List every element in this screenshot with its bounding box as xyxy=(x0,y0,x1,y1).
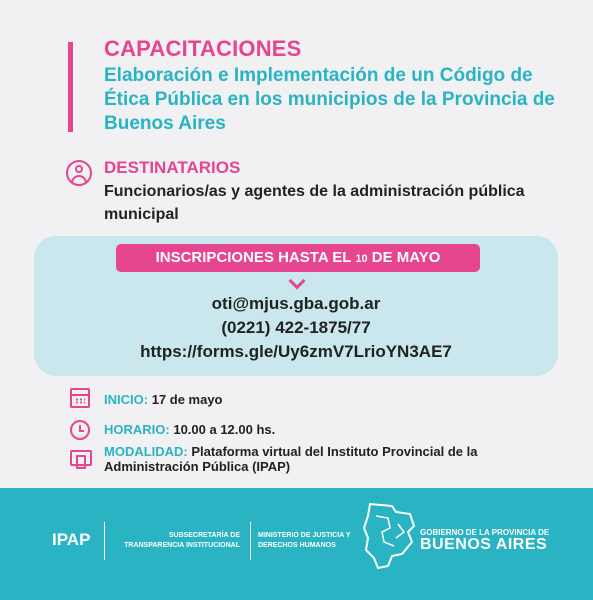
horario-value: 10.00 a 12.00 hs. xyxy=(173,422,276,437)
horario-label: HORARIO: xyxy=(104,422,170,437)
registration-form-link[interactable]: https://forms.gle/Uy6zmV7LrioYN3AE7 xyxy=(140,342,452,361)
horario-row xyxy=(104,422,275,437)
inicio-label: INICIO: xyxy=(104,392,149,407)
destinatarios-title: DESTINATARIOS xyxy=(104,158,241,177)
clock-icon xyxy=(70,420,90,440)
modalidad-row xyxy=(104,444,534,474)
inscripciones-month: DE MAYO xyxy=(371,249,441,266)
inscripciones-banner xyxy=(116,244,480,272)
inicio-row xyxy=(104,392,223,407)
inscripciones-label: INSCRIPCIONES HASTA EL xyxy=(155,249,352,266)
buenos-aires-label: BUENOS AIRES xyxy=(420,536,548,553)
ministerio-label: MINISTERIO DE JUSTICIA Y DERECHOS HUMANOS xyxy=(258,532,351,549)
footer-divider xyxy=(104,522,105,560)
page-title: CAPACITACIONES xyxy=(104,36,302,61)
subsecretaria-label: SUBSECRETARÍA DE TRANSPARENCIA INSTITUCIONAL xyxy=(124,532,240,549)
gobierno-label: GOBIERNO DE LA PROVINCIA DE xyxy=(420,528,550,537)
inscripciones-day: 10 xyxy=(355,253,368,265)
contact-phone: (0221) 422-1875/77 xyxy=(221,318,371,337)
header-accent-bar xyxy=(68,42,73,132)
devices-icon xyxy=(70,450,92,466)
page-subtitle: Elaboración e Implementación de un Código de Ética Pública en los municipios de la Provincia de Buenos Aires xyxy=(104,65,555,134)
destinatarios-text: Funcionarios/as y agentes de la administración pública municipal xyxy=(104,183,525,223)
modalidad-label: MODALIDAD: xyxy=(104,444,188,459)
ipap-logo: IPAP xyxy=(52,530,91,549)
inicio-value: 17 de mayo xyxy=(151,392,223,407)
modalidad-value: Plataforma virtual del Instituto Provincial de la Administración Pública (IPAP) xyxy=(104,444,478,474)
contact-email-link[interactable]: oti@mjus.gba.gob.ar xyxy=(211,294,381,313)
calendar-icon xyxy=(70,388,90,408)
person-icon xyxy=(66,160,92,186)
footer-divider xyxy=(250,522,251,560)
province-map-icon xyxy=(362,502,416,570)
